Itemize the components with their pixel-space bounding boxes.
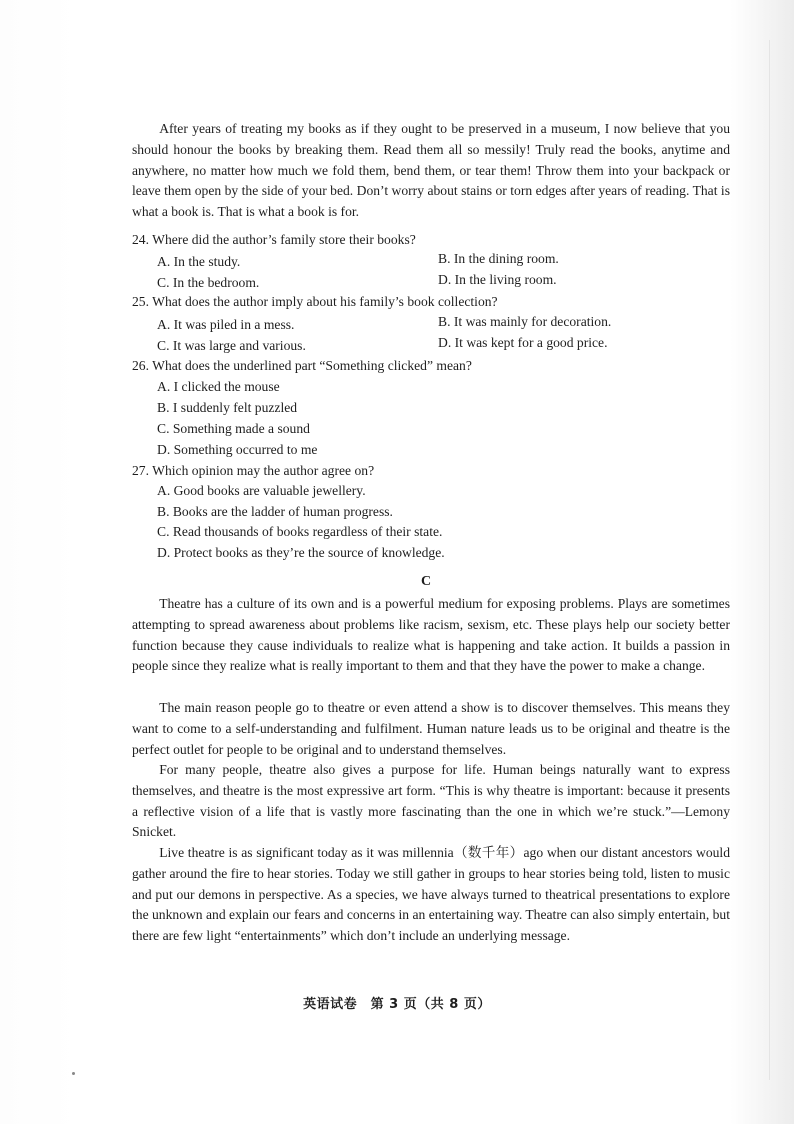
question-27-option-b: B. Books are the ladder of human progress. — [157, 504, 393, 519]
page-edge-shadow — [769, 40, 770, 1080]
question-24-stem: 24. Where did the author’s family store their books? — [132, 232, 416, 247]
question-24-option-a: A. In the study. — [157, 254, 241, 269]
section-c-paragraph-1: Theatre has a culture of its own and is a powerful medium for exposing problems. Plays are sometimes attempting to spread awareness about problems like racism, sexism, etc. These plays help our society better function because they cause individuals to realize what is happening and take action. It builds a passion in people since they realize what is really important to them and that they have the power to make a change. — [132, 596, 730, 674]
question-27-option-d: D. Protect books as they’re the source of knowledge. — [157, 545, 445, 560]
question-25-option-c: C. It was large and various. — [157, 338, 306, 353]
scan-speck — [72, 1072, 75, 1075]
question-26-option-b: B. I suddenly felt puzzled — [157, 400, 298, 415]
question-27-stem: 27. Which opinion may the author agree on? — [132, 463, 375, 478]
question-25-stem: 25. What does the author imply about his family’s book collection? — [132, 294, 498, 309]
question-24-option-c: C. In the bedroom. — [157, 275, 260, 290]
question-26-option-d: D. Something occurred to me — [157, 442, 318, 457]
question-25-option-d: D. It was kept for a good price. — [438, 335, 608, 350]
question-26-stem: 26. What does the underlined part “Something clicked” mean? — [132, 358, 472, 373]
section-c-heading: C — [421, 574, 432, 589]
passage-b-final-paragraph: After years of treating my books as if they ought to be preserved in a museum, I now believe that you should honour the books by breaking them. Read them all so messily! Truly read the books, anytime and anywhere, no matter how much we fold them, bend them, or tear them! Throw them into your backpack or leave them open by the side of your bed. Don’t worry about stains or torn edges after years of reading. That is what a book is. That is what a book is for. — [132, 121, 730, 220]
section-c-paragraph-2: The main reason people go to theatre or even attend a show is to discover themselves. This means they want to come to a self-understanding and fulfilment. Human nature leads us to be original and theatre is the perfect outlet for people to be original and to understand themselves. — [132, 700, 730, 757]
question-26-option-c: C. Something made a sound — [157, 421, 310, 436]
section-c-paragraph-3: For many people, theatre also gives a purpose for life. Human beings naturally want to express themselves, and theatre is the most expressive art form. “This is why theatre is important: because it presents a reflective vision of a life that is vastly more fascinating than the one in which we’re stuck.”—Lemony Snicket. — [132, 762, 730, 840]
section-c-paragraph-4: Live theatre is as significant today as it was millennia（数千年）ago when our distant ancestors would gather around the fire to hear stories. Today we still gather in groups to hear stories being told, listen to music and put our demons in perspective. As a species, we have always turned to theatrical presentations to explore the unknown and explain our fears and concerns in an entertaining way. Theatre can also simply entertain, but there are few light “entertainments” which don’t include an underlying message. — [132, 845, 730, 944]
question-24-option-d: D. In the living room. — [438, 272, 557, 287]
question-27-option-a: A. Good books are valuable jewellery. — [157, 483, 366, 498]
page-footer: 英语试卷 第 3 页（共 8 页） — [303, 997, 491, 1012]
question-25-option-a: A. It was piled in a mess. — [157, 317, 295, 332]
question-24-option-b: B. In the dining room. — [438, 251, 559, 266]
question-26-option-a: A. I clicked the mouse — [157, 379, 280, 394]
question-25-option-b: B. It was mainly for decoration. — [438, 314, 612, 329]
question-27-option-c: C. Read thousands of books regardless of their state. — [157, 524, 443, 539]
